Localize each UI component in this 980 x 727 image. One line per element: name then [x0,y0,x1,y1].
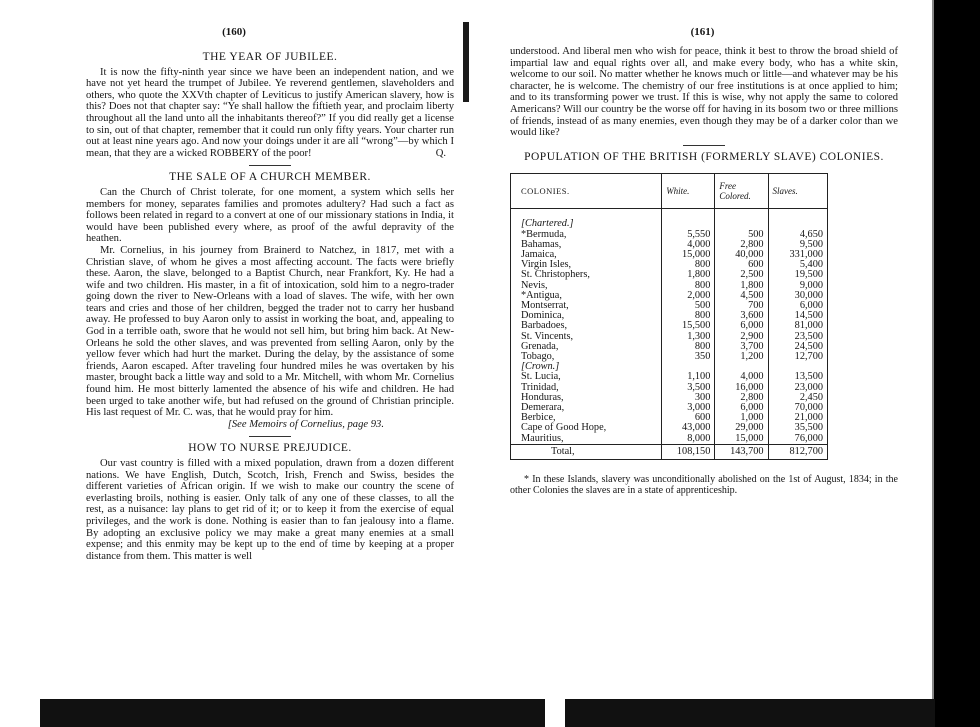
colony-name: *Bermuda, [521,228,567,240]
church-member-paragraph-2: Mr. Cornelius, in his journey from Brainerd to Natchez, in 1817, met with a Christian slave, of whom he gives a most affecting account. The facts were briefly these. Aaron, the slave, belonged to a Baptist Church, near Frankfort, Ky. He had a wife and two children. His master, in a fit of intoxication, sold him to a negro-trader going down the river to New-Orleans with a load of slaves. The wife, with her own tears and cries and those of her children, begged the trader not to carry her husband away. He professed to buy Aaron only to assist in working the boat, and, appealing to God in a terrible oath, swore that he would not sell him, but bring him back. At New-Orleans he sold the other slaves, and was prevented from selling Aaron, only by the yellow fever which had hurt the market. During the delay, by the assistance of some friends, Aaron escaped. After traveling four hundred miles he was overtaken by his master, brought back a little way and sold to a Mr. Mitchell, with whom Mr. Cornelius found him. He most bitterly lamented the absence of his wife and children. He had been urged to take another wife, but had refused on the ground of Christian principle. His last request of Mr. C. was, that he would pray for him. [86,244,454,419]
colony-name: Demerara, [521,402,565,413]
section-divider [249,436,291,437]
section-divider [683,145,725,146]
white-count: 800 [662,311,715,321]
table-empty-cell [715,209,768,220]
slaves-count: 9,000 [768,281,827,291]
slaves-count: 331,000 [768,250,827,260]
colony-name: *Antigua, [521,289,562,301]
white-count: 800 [662,342,715,352]
slaves-count: 23,500 [768,332,827,342]
white-count: 5,550 [662,230,715,240]
white-count: 800 [662,281,715,291]
colony-name: Berbice, [521,412,556,424]
col-header-colonies: COLONIES. [511,174,662,209]
gutter-mark [463,22,469,102]
slaves-count: 76,000 [768,434,827,445]
free-colored-count: 1,800 [715,281,768,291]
scan-edge-black [934,0,980,727]
table-empty-cell [662,209,715,220]
table-row [511,434,828,445]
colony-name: Nevis, [521,279,548,291]
free-colored-count: 700 [715,301,768,311]
table-title: POPULATION OF THE BRITISH (FORMERLY SLAVE) COLONIES. [524,150,884,163]
left-page-number: (160) [222,26,246,38]
prejudice-continuation: understood. And liberal men who wish for peace, think it best to throw the broad shield of impartial law and equal rights over all, and make every body, who has a white skin, welcome to our soil. No matter whether he knows much or little—and whatever may be his character, he is welcome. The chemistry of our free institutions is at once applied to him; and to its transforming power we trust. If this is wise, why not apply the same to colored Americans? Will our country be the worse off for having in its bosom two or three millions of friends, instead of as many enemies, even though they may be of a darker color than we would like? [510,46,898,139]
table-row [511,342,828,352]
jubilee-paragraph [86,67,454,160]
slaves-count: 19,500 [768,270,827,280]
right-page [470,0,935,727]
colony-name: St. Lucia, [521,371,561,383]
slaves-count: 2,450 [768,393,827,403]
free-colored-count: 2,800 [715,240,768,250]
free-colored-count: 4,500 [715,291,768,301]
white-count: 1,300 [662,332,715,342]
free-colored-count: 2,800 [715,393,768,403]
total-slaves: 812,700 [768,444,827,459]
white-count: 43,000 [662,423,715,433]
heading-nurse-prejudice: HOW TO NURSE PREJUDICE. [188,442,352,455]
table-row [511,332,828,342]
right-column [510,46,898,496]
white-count: 15,500 [662,321,715,331]
col-header-white: White. [662,174,715,209]
colony-name: Trinidad, [521,381,559,393]
free-colored-count: 600 [715,260,768,270]
church-member-source: [See Memoirs of Cornelius, page 93. [227,418,384,430]
table-total-row [511,444,828,459]
total-free-colored: 143,700 [715,444,768,459]
colony-name: Virgin Isles, [521,259,572,271]
colony-name: Grenada, [521,340,559,352]
colony-name: Dominica, [521,310,565,322]
slaves-count: 30,000 [768,291,827,301]
church-member-paragraph-1: Can the Church of Christ tolerate, for one moment, a system which sells her members for money, separates families and promotes adultery? Had such a fact as follows been related in regard to a convert at one of our missionary stations in India, it would have been published every where, as proof of the awful depravity of the heathen. [86,186,454,245]
slaves-count: 35,500 [768,423,827,433]
slaves-count: 70,000 [768,403,827,413]
colony-name: Bahamas, [521,238,562,250]
colony-name: St. Christophers, [521,269,590,281]
slaves-count: 4,650 [768,230,827,240]
prejudice-paragraph: Our vast country is filled with a mixed population, drawn from a dozen different nations. We have English, Dutch, Scotch, Irish, French and Swiss, besides the different varieties of African origin. If we wish to make our country the scene of everlasting broils, nothing is easier. Only talk of any one of these classes, to all the rest, as a nuisance: lay plans to get rid of it; or to keep it from the exercise of equal privileges, and the work is done. Nothing is easier than to fan jealousy into a flame. By adopting an exclusive policy we may make a great many enemies at a small expense; and this enmity may be kept up to the end of time by keeping at a proper distance from them. This matter is well [86,458,454,562]
total-label: Total, [511,444,662,459]
colony-name: Cape of Good Hope, [521,422,607,434]
free-colored-count: 500 [715,230,768,240]
scan-bottom-shadow-left [40,699,545,727]
slaves-count: 14,500 [768,311,827,321]
section-divider [249,165,291,166]
population-table [510,173,828,460]
free-colored-count: 29,000 [715,423,768,433]
free-colored-count: 6,000 [715,403,768,413]
slaves-count: 6,000 [768,301,827,311]
free-colored-count: 2,900 [715,332,768,342]
table-group-label: [Chartered.] [521,218,574,230]
jubilee-text: It is now the fifty-ninth year since we have been an independent nation, and we have not yet heard the trumpet of Jubilee. Ye reverend gentlemen, slaveholders and others, who quote the XXVth chapter of Leviticus to justify American slavery, how is this? Does not that chapter say: “Ye shall hallow the fiftieth year, and proclaim liberty throughout all the land unto all the inhabitants thereof?” If you did really get a license to sin, out of that chapter, remember that it could run only fifty years. Your charter run out at least nine years ago. And now your doings under it are all “wrong”—by which I mean, that they are a wicked ROBBERY of the poor! [86,66,454,159]
slaves-count: 13,500 [768,372,827,382]
white-count: 600 [662,413,715,423]
table-footnote: * In these Islands, slavery was unconditionally abolished on the 1st of August, 1834; in the other Colonies the slaves are in a state of apprenticeship. [510,474,898,497]
white-count: 350 [662,352,715,362]
slaves-count: 23,000 [768,383,827,393]
white-count: 1,100 [662,372,715,382]
slaves-count: 9,500 [768,240,827,250]
colony-name: Mauritius, [521,432,564,444]
white-count: 4,000 [662,240,715,250]
table-body [511,209,828,460]
white-count: 1,800 [662,270,715,280]
table-row [511,403,828,413]
heading-year-of-jubilee: THE YEAR OF JUBILEE. [202,51,338,63]
scan-bottom-shadow-right [565,699,935,727]
white-count: 300 [662,393,715,403]
colony-name: Jamaica, [521,248,557,260]
free-colored-count: 4,000 [715,372,768,382]
col-header-slaves: Slaves. [768,174,827,209]
colony-name: Montserrat, [521,299,569,311]
jubilee-signature: Q. [435,147,446,159]
free-colored-count: 1,200 [715,352,768,362]
colony-name: Tobago, [521,350,555,362]
free-colored-count: 1,000 [715,413,768,423]
free-colored-count: 16,000 [715,383,768,393]
left-column [86,46,454,562]
right-page-number: (161) [690,26,715,38]
slaves-count: 81,000 [768,321,827,331]
table-empty-cell [768,209,827,220]
white-count: 3,500 [662,383,715,393]
slaves-count: 21,000 [768,413,827,423]
colony-name: St. Vincents, [521,330,574,342]
white-count: 2,000 [662,291,715,301]
white-count: 15,000 [662,250,715,260]
free-colored-count: 3,700 [715,342,768,352]
free-colored-count: 2,500 [715,270,768,280]
left-page [0,0,468,727]
total-white: 108,150 [662,444,715,459]
colony-name: Honduras, [521,391,564,403]
white-count: 800 [662,260,715,270]
free-colored-count: 3,600 [715,311,768,321]
white-count: 8,000 [662,434,715,445]
heading-sale-of-church-member: THE SALE OF A CHURCH MEMBER. [169,171,371,184]
table-row [511,270,828,280]
slaves-count: 24,500 [768,342,827,352]
slaves-count: 5,400 [768,260,827,270]
table-group-label: [Crown.] [521,361,560,373]
free-colored-count: 15,000 [715,434,768,445]
free-colored-count: 6,000 [715,321,768,331]
free-colored-count: 40,000 [715,250,768,260]
slaves-count: 12,700 [768,352,827,362]
table-row [511,240,828,250]
col-header-free-colored: Free Colored. [715,174,768,209]
white-count: 500 [662,301,715,311]
colony-name: Barbadoes, [521,320,568,332]
white-count: 3,000 [662,403,715,413]
